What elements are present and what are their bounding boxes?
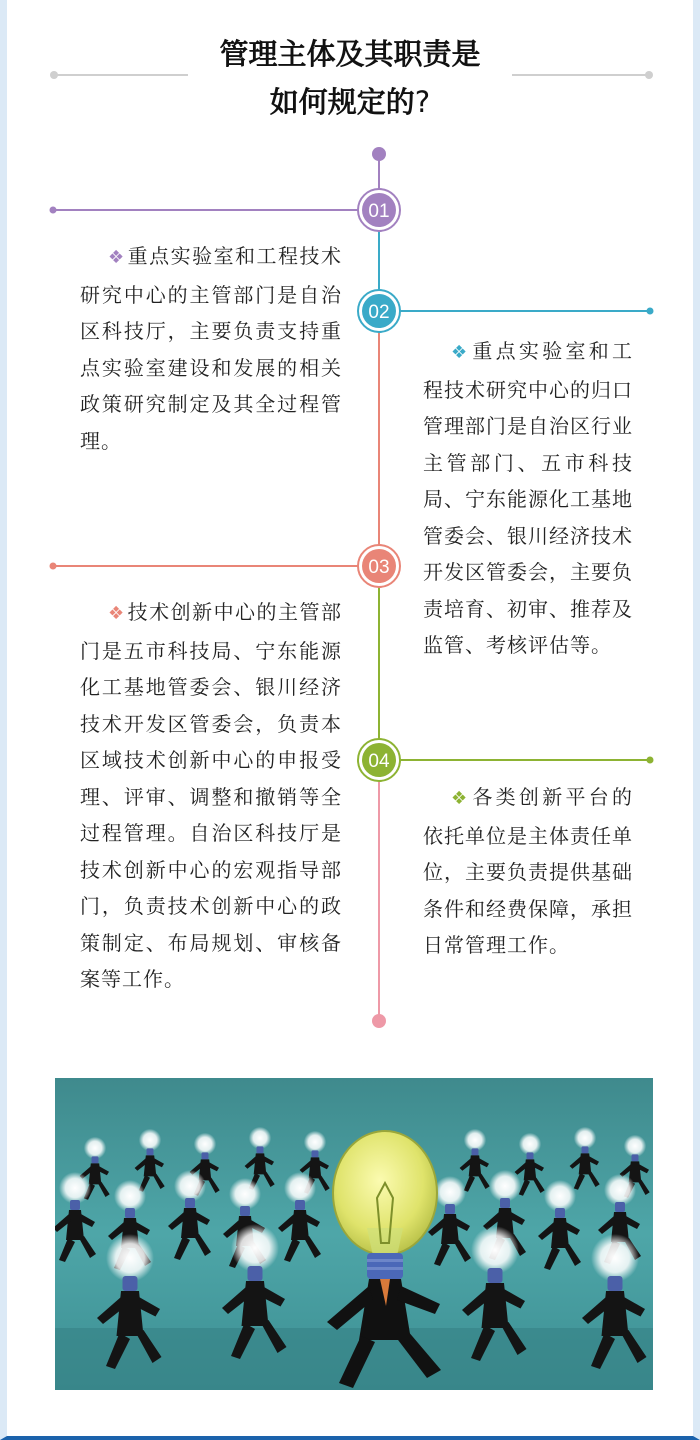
step-01-body: 重点实验室和工程技术研究中心的主管部门是自治区科技厅，主要负责支持重点实验室建设和发展的相关政策研究制定及其全过程管理。 <box>80 244 342 453</box>
step-number-04: 04 <box>368 751 390 772</box>
title-line-1: 管理主体及其职责是 <box>219 37 481 71</box>
step-03-body: 技术创新中心的主管部门是五市科技局、宁东能源化工基地管委会、银川经济技术开发区管委会，负责本区域技术创新中心的申报受理、评审、调整和撤销等全过程管理。自治区科技厅是技术创新中心的宏观指导部门，负责技术创新中心的政策制定、布局规划、审核备案等工作。 <box>80 600 342 991</box>
step-badge-01 <box>358 189 400 231</box>
step-02-body: 重点实验室和工程技术研究中心的归口管理部门是自治区行业主管部门、五市科技局、宁东能源化工基地管委会、银川经济技术开发区管委会，主要负责培育、初审、推荐及监管、考核评估等。 <box>423 339 633 657</box>
step-04-body: 各类创新平台的依托单位是主体责任单位，主要负责提供基础条件和经费保障，承担日常管理工作。 <box>423 785 633 957</box>
title-line-2-main: 如何规定的 <box>269 85 415 119</box>
step-badge-04 <box>358 739 400 781</box>
step-number-02: 02 <box>368 302 390 323</box>
step-text-02 <box>423 333 633 664</box>
title-question-mark: ? <box>414 85 431 119</box>
connector-02-end-dot <box>647 308 654 315</box>
timeline-start-dot <box>372 147 386 161</box>
step-text-01 <box>80 238 342 459</box>
step-text-04 <box>423 779 633 964</box>
diamond-bullet-icon: ❖ <box>108 247 126 268</box>
connector-03-end-dot <box>50 563 57 570</box>
diamond-bullet-icon: ❖ <box>108 603 126 624</box>
connector-01-end-dot <box>50 207 57 214</box>
diamond-bullet-icon: ❖ <box>451 788 471 809</box>
step-text-03 <box>80 594 342 998</box>
step-badge-02 <box>358 290 400 332</box>
lightbulb-people-image <box>55 1078 653 1390</box>
step-badge-03 <box>358 545 400 587</box>
timeline-end-dot <box>372 1014 386 1028</box>
diamond-bullet-icon: ❖ <box>451 342 471 363</box>
connector-04-end-dot <box>647 757 654 764</box>
step-number-01: 01 <box>368 201 390 222</box>
step-number-03: 03 <box>368 557 390 578</box>
lightbulb-crowd-illustration <box>55 1078 653 1390</box>
